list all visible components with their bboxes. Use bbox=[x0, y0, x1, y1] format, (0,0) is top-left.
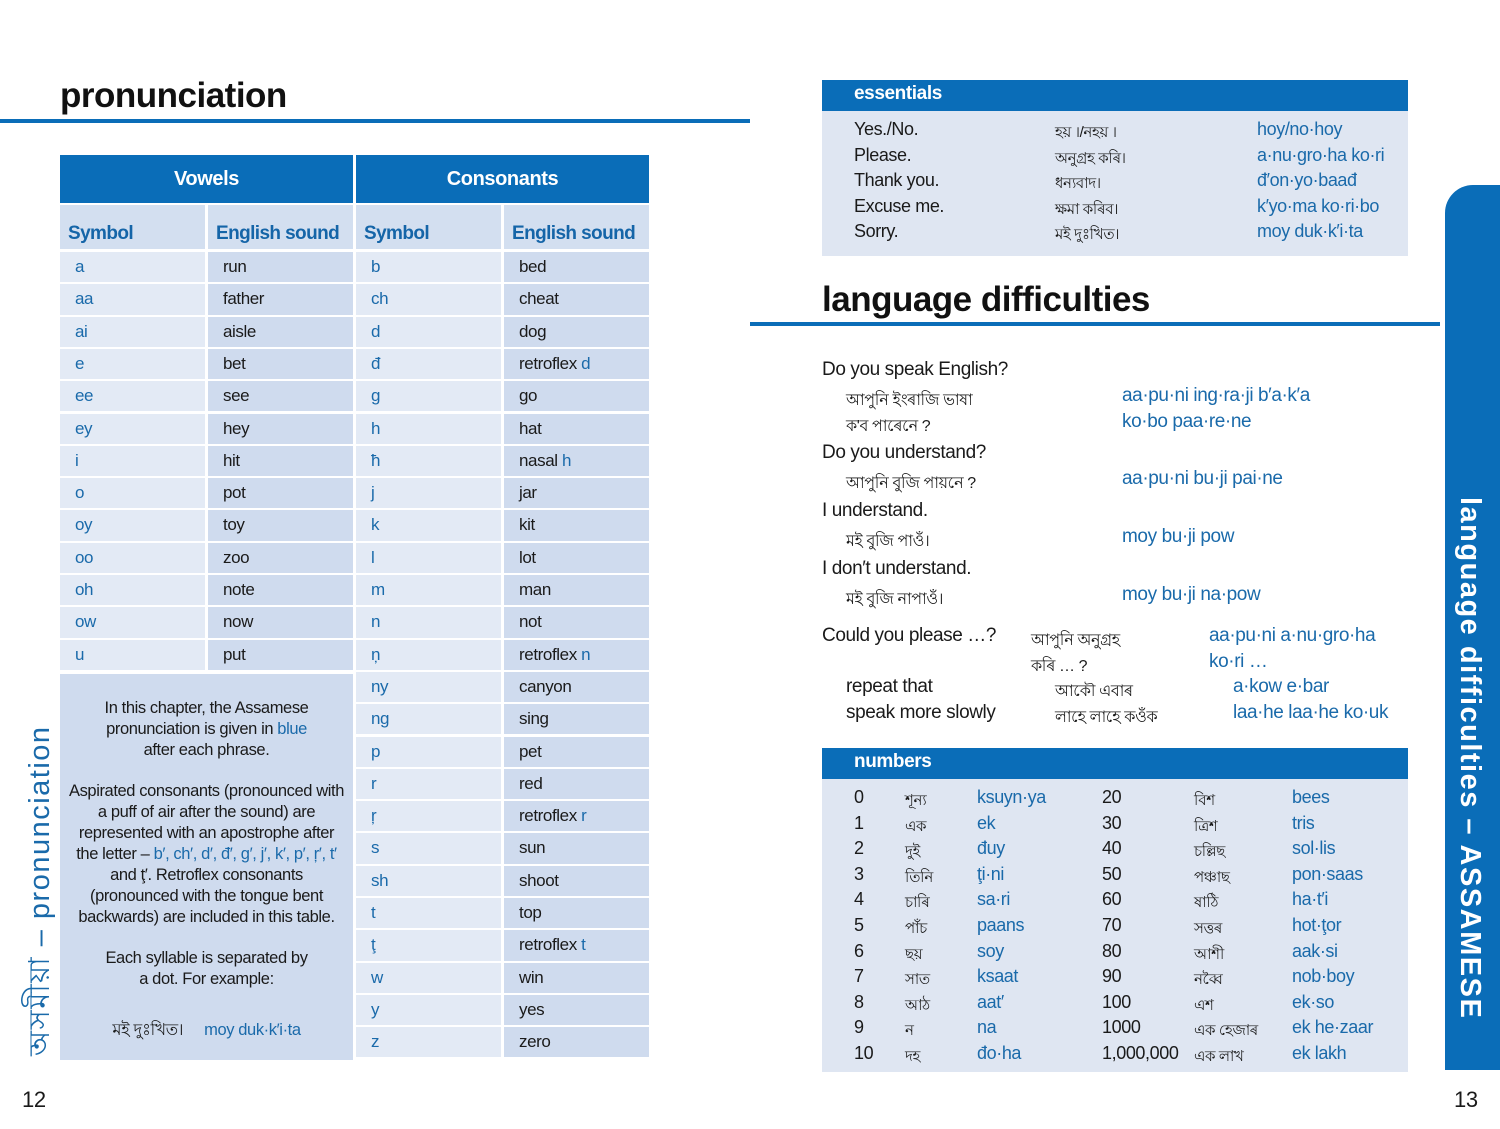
consonant-symbol: d bbox=[356, 317, 501, 347]
number: 50 bbox=[1102, 863, 1122, 884]
consonant-symbol: ng bbox=[356, 704, 501, 734]
vowel-symbol: ow bbox=[60, 607, 205, 637]
sound-text: dog bbox=[519, 321, 547, 341]
page-number-left: 12 bbox=[22, 1087, 46, 1112]
phrase-english: I don′t understand. bbox=[822, 558, 972, 579]
example-assamese: মই দুঃখিত। bbox=[112, 1021, 184, 1039]
consonant-sound bbox=[504, 995, 649, 1025]
number-pronunciation: hot·ţor bbox=[1292, 915, 1342, 935]
side-tab-label: language difficulties – ASSAMESE bbox=[1454, 497, 1486, 1020]
consonant-symbol: ņ bbox=[356, 640, 501, 670]
phrase-assamese: মই দুঃখিত। bbox=[1055, 226, 1120, 243]
phrase-pronunciation: a·nu·gro·ha ko·ri bbox=[1257, 144, 1385, 165]
phrase-assamese: ক'ব পাৰেনে ? bbox=[846, 418, 931, 435]
consonant-sound bbox=[504, 284, 649, 314]
number: 20 bbox=[1102, 787, 1122, 807]
consonant-sound bbox=[504, 317, 649, 347]
sound-text: go bbox=[519, 386, 538, 406]
consonant-sound bbox=[504, 1027, 649, 1057]
number-assamese: ন bbox=[905, 1022, 914, 1040]
consonant-symbol: đ bbox=[356, 349, 501, 379]
sound-text: not bbox=[519, 612, 542, 632]
number-pronunciation: ek lakh bbox=[1292, 1043, 1347, 1063]
number-assamese: নব্বৈ bbox=[1194, 971, 1223, 989]
phrase-pronunciation: ko·bo paa·re·ne bbox=[1122, 411, 1252, 432]
phrase-english: speak more slowly bbox=[846, 702, 996, 723]
number-assamese: ত্ৰিশ bbox=[1194, 817, 1218, 835]
vowel-sound: father bbox=[208, 284, 353, 314]
vowel-symbol: oo bbox=[60, 543, 205, 573]
consonant-sound bbox=[504, 672, 649, 702]
sound-highlight: d bbox=[581, 353, 591, 373]
consonant-sound bbox=[504, 704, 649, 734]
consonant-symbol: l bbox=[356, 543, 501, 573]
number-pronunciation: ksuyn·ya bbox=[977, 787, 1046, 807]
number-pronunciation: sol·lis bbox=[1292, 838, 1336, 859]
number-assamese: আঠ bbox=[905, 996, 930, 1014]
sound-text: yes bbox=[519, 999, 545, 1019]
consonant-sound bbox=[504, 252, 649, 282]
number: 9 bbox=[854, 1017, 864, 1038]
vowel-sound: run bbox=[208, 252, 353, 282]
sound-text: retroflex bbox=[519, 806, 582, 826]
number-pronunciation: ek he·zaar bbox=[1292, 1017, 1374, 1038]
number-pronunciation: pon·saas bbox=[1292, 863, 1363, 884]
number-assamese: ছয় bbox=[905, 945, 923, 963]
consonant-sound bbox=[504, 478, 649, 508]
number-pronunciation: đo·ha bbox=[977, 1043, 1022, 1063]
number: 0 bbox=[854, 787, 864, 807]
vowel-symbol-header: Symbol bbox=[60, 205, 205, 249]
number: 10 bbox=[854, 1043, 874, 1063]
number-pronunciation: ţi·ni bbox=[977, 863, 1005, 884]
phrase-assamese: ক্ষমা কৰিব। bbox=[1055, 200, 1119, 218]
phrase-pronunciation: laa·he laa·he ko·uk bbox=[1233, 702, 1389, 723]
vowel-sound: now bbox=[208, 607, 353, 637]
phrase-pronunciation: moy bu·ji na·pow bbox=[1122, 584, 1261, 605]
title-rule bbox=[0, 119, 750, 123]
consonant-symbol: sh bbox=[356, 866, 501, 896]
vowel-sound: put bbox=[208, 640, 353, 670]
vowel-sound: aisle bbox=[208, 317, 353, 347]
phrase-english: Yes./No. bbox=[854, 119, 919, 139]
phrase-assamese: ধন্যবাদ। bbox=[1055, 175, 1101, 192]
pronunciation-table bbox=[60, 155, 649, 1060]
sound-text: bed bbox=[519, 257, 547, 276]
number: 6 bbox=[854, 940, 864, 961]
number-assamese: সত্তৰ bbox=[1194, 920, 1222, 937]
consonant-symbol: y bbox=[356, 995, 501, 1025]
phrase-pronunciation: aa·pu·ni bu·ji pai·ne bbox=[1122, 468, 1283, 489]
example-pronunciation: moy duk·k′i·ta bbox=[204, 1021, 301, 1039]
note-paragraph bbox=[60, 698, 353, 761]
vowel-symbol: i bbox=[60, 446, 205, 476]
number-assamese: আশী bbox=[1194, 945, 1224, 963]
sound-highlight: t bbox=[581, 935, 586, 955]
note-aspirated-list: b′, ch′, d′, đ′, g′, j′, k′, p′, ŗ′, t′ bbox=[153, 845, 337, 863]
number-assamese: এক হেজাৰ bbox=[1194, 1022, 1258, 1040]
phrase-assamese: হয় ।/নহয় । bbox=[1055, 124, 1117, 141]
number: 80 bbox=[1102, 940, 1122, 961]
phrase-english: Excuse me. bbox=[854, 195, 945, 216]
sound-text: retroflex bbox=[519, 353, 582, 373]
section-rule bbox=[750, 322, 1440, 326]
number: 90 bbox=[1102, 966, 1122, 987]
sound-text: sun bbox=[519, 838, 546, 858]
page-number-right: 13 bbox=[1454, 1087, 1478, 1112]
vowel-symbol: ee bbox=[60, 381, 205, 411]
consonant-sound bbox=[504, 737, 649, 767]
phrase-assamese: আপুনি বুজি পায়নে ? bbox=[846, 475, 976, 492]
consonant-sound bbox=[504, 543, 649, 573]
consonant-sound bbox=[504, 640, 649, 670]
pronunciation-note bbox=[60, 674, 353, 1060]
essentials-header: essentials bbox=[822, 80, 1408, 111]
phrase-pronunciation: k′yo·ma ko·ri·bo bbox=[1257, 195, 1379, 216]
sound-text: win bbox=[519, 967, 544, 987]
note-paragraph bbox=[60, 781, 353, 928]
sound-text: retroflex bbox=[519, 644, 582, 664]
vowel-symbol: u bbox=[60, 640, 205, 670]
consonant-symbol: r bbox=[356, 769, 501, 799]
consonant-symbol: b bbox=[356, 252, 501, 282]
phrase-english: repeat that bbox=[846, 676, 933, 697]
number-assamese: চল্লিছ bbox=[1194, 843, 1225, 861]
number: 60 bbox=[1102, 889, 1122, 910]
consonant-sound bbox=[504, 575, 649, 605]
vowel-symbol: ey bbox=[60, 414, 205, 444]
vowel-sound: toy bbox=[208, 510, 353, 540]
sound-text: red bbox=[519, 773, 543, 793]
number: 5 bbox=[854, 915, 864, 935]
side-label-text: pronunciation bbox=[24, 725, 56, 920]
phrase-pronunciation: moy bu·ji pow bbox=[1122, 526, 1235, 547]
sound-text: jar bbox=[519, 483, 537, 503]
sound-highlight: n bbox=[581, 644, 591, 664]
number-assamese: তিনি bbox=[905, 868, 933, 886]
number: 8 bbox=[854, 991, 864, 1012]
number-assamese: দহ bbox=[905, 1048, 920, 1065]
number-assamese: এক লাখ bbox=[1194, 1048, 1244, 1065]
sound-text: hat bbox=[519, 418, 542, 438]
vowel-symbol: oh bbox=[60, 575, 205, 605]
consonant-sound bbox=[504, 866, 649, 896]
phrase-assamese: কৰি … ? bbox=[1031, 658, 1088, 675]
phrase-pronunciation: hoy/no·hoy bbox=[1257, 119, 1343, 139]
number: 100 bbox=[1102, 991, 1131, 1012]
consonant-symbol: g bbox=[356, 381, 501, 411]
sound-text: top bbox=[519, 903, 542, 922]
vowel-symbol: e bbox=[60, 349, 205, 379]
note-paragraph: Each syllable is separated by a dot. For example: bbox=[105, 949, 308, 988]
consonant-symbol: ţ bbox=[356, 930, 501, 960]
number-assamese: দুই bbox=[905, 843, 920, 861]
sound-text: man bbox=[519, 580, 551, 599]
consonant-sound bbox=[504, 963, 649, 993]
number-pronunciation: aat′ bbox=[977, 991, 1004, 1012]
consonant-sound bbox=[504, 381, 649, 411]
number-pronunciation: aak·si bbox=[1292, 940, 1338, 961]
phrase-assamese: আপুনি অনুগ্ৰহ bbox=[1031, 632, 1120, 649]
number-assamese: এক bbox=[905, 817, 927, 835]
number-pronunciation: ksaat bbox=[977, 966, 1019, 987]
sound-text: sing bbox=[519, 709, 549, 729]
number: 40 bbox=[1102, 838, 1122, 859]
sound-text: retroflex bbox=[519, 935, 582, 955]
number-pronunciation: đuy bbox=[977, 838, 1005, 859]
consonant-sound bbox=[504, 801, 649, 831]
consonant-sound bbox=[504, 607, 649, 637]
phrase-pronunciation: ko·ri … bbox=[1209, 651, 1268, 672]
number: 4 bbox=[854, 889, 864, 910]
consonant-sound bbox=[504, 446, 649, 476]
number-assamese: সাত bbox=[905, 971, 930, 989]
phrase-assamese: অনুগ্ৰহ কৰি। bbox=[1055, 149, 1126, 167]
consonant-symbol: h bbox=[356, 414, 501, 444]
consonant-symbol: n bbox=[356, 607, 501, 637]
vowel-sound: bet bbox=[208, 349, 353, 379]
number: 2 bbox=[854, 838, 864, 859]
vowel-sound: pot bbox=[208, 478, 353, 508]
sound-text: lot bbox=[519, 547, 536, 567]
phrase-assamese: মই বুজি নাপাওঁ। bbox=[846, 591, 944, 608]
consonant-symbol: ŗ bbox=[356, 801, 501, 831]
number: 1000 bbox=[1102, 1017, 1141, 1038]
number-assamese: পাঁচ bbox=[905, 920, 927, 937]
consonant-sound bbox=[504, 510, 649, 540]
note-text: and ţ′. Retroflex consonants (pronounced with the tongue bent backwards) are included in this table. bbox=[78, 866, 335, 926]
sound-text: shoot bbox=[519, 870, 559, 890]
note-blue-text: blue bbox=[277, 720, 307, 738]
sound-text: nasal bbox=[519, 450, 562, 470]
consonant-symbol: t bbox=[356, 898, 501, 928]
number: 30 bbox=[1102, 812, 1122, 833]
number-pronunciation: paans bbox=[977, 915, 1025, 935]
phrase-pronunciation: moy duk·k′i·ta bbox=[1257, 221, 1363, 241]
phrase-pronunciation: aa·pu·ni ing·ra·ji b′a·k′a bbox=[1122, 385, 1310, 406]
sound-text: pet bbox=[519, 741, 542, 761]
phrase-pronunciation: a·kow e·bar bbox=[1233, 676, 1329, 697]
number: 1 bbox=[854, 812, 864, 833]
note-text: after each phrase. bbox=[143, 741, 270, 759]
note-text: Aspirated consonants (pronounced with a puff of air after the sound) are represented with an apostrophe after the letter – bbox=[68, 782, 345, 863]
phrase-pronunciation: đ′on·yo·baađ bbox=[1257, 170, 1357, 190]
sound-text: canyon bbox=[519, 676, 572, 696]
consonant-sound bbox=[504, 414, 649, 444]
number-pronunciation: soy bbox=[977, 940, 1004, 961]
number-assamese: পঞ্চাছ bbox=[1194, 868, 1230, 886]
phrase-assamese: আপুনি ইংৰাজি ভাষা bbox=[846, 392, 973, 409]
consonant-sound bbox=[504, 898, 649, 928]
number-pronunciation: bees bbox=[1292, 787, 1330, 807]
numbers-panel bbox=[822, 779, 1408, 1072]
consonant-sound bbox=[504, 930, 649, 960]
side-label-assamese: অসমীয়া bbox=[24, 955, 56, 1056]
number-pronunciation: ha·t′i bbox=[1292, 889, 1328, 910]
phrase-english: Sorry. bbox=[854, 221, 899, 241]
side-label-pronunciation bbox=[17, 725, 66, 1056]
vowel-symbol: oy bbox=[60, 510, 205, 540]
vowel-sound: see bbox=[208, 381, 353, 411]
phrase-english: Do you speak English? bbox=[822, 359, 1008, 380]
sound-highlight: r bbox=[581, 806, 587, 826]
vowel-symbol: a bbox=[60, 252, 205, 282]
vowel-symbol: ai bbox=[60, 317, 205, 347]
consonant-symbol: ny bbox=[356, 672, 501, 702]
page-title-pronunciation: pronunciation bbox=[60, 76, 287, 115]
number: 7 bbox=[854, 966, 864, 987]
sound-highlight: h bbox=[561, 450, 572, 470]
note-example bbox=[60, 1020, 353, 1041]
consonant-symbol: m bbox=[356, 575, 501, 605]
consonant-sound bbox=[504, 349, 649, 379]
number-pronunciation: ek bbox=[977, 812, 996, 833]
number-pronunciation: sa·ri bbox=[977, 889, 1010, 910]
vowels-header: Vowels bbox=[60, 155, 353, 203]
section-title-language-difficulties: language difficulties bbox=[822, 280, 1150, 319]
phrase-english: Please. bbox=[854, 144, 912, 165]
number-pronunciation: nob·boy bbox=[1292, 966, 1355, 987]
number: 70 bbox=[1102, 915, 1122, 935]
number-assamese: বিশ bbox=[1194, 792, 1215, 809]
consonants-header: Consonants bbox=[356, 155, 649, 203]
vowel-symbol: o bbox=[60, 478, 205, 508]
consonant-symbol: z bbox=[356, 1027, 501, 1057]
consonant-symbol: w bbox=[356, 963, 501, 993]
consonant-sound bbox=[504, 769, 649, 799]
phrase-assamese: মই বুজি পাওঁ। bbox=[846, 533, 930, 550]
consonant-symbol: ħ bbox=[356, 446, 501, 476]
consonant-symbol-header: Symbol bbox=[356, 205, 501, 249]
vowel-sound-header: English sound bbox=[208, 205, 353, 249]
phrase-assamese: আকৌ এবাৰ bbox=[1055, 683, 1133, 700]
consonant-sound bbox=[504, 833, 649, 863]
vowel-sound: hey bbox=[208, 414, 353, 444]
vowel-symbol: aa bbox=[60, 284, 205, 314]
vowel-sound: hit bbox=[208, 446, 353, 476]
consonant-symbol: k bbox=[356, 510, 501, 540]
sound-text: zero bbox=[519, 1032, 551, 1052]
number-assamese: এশ bbox=[1194, 996, 1214, 1014]
number: 3 bbox=[854, 863, 864, 884]
phrase-pronunciation: aa·pu·ni a·nu·gro·ha bbox=[1209, 625, 1376, 646]
consonant-symbol: ch bbox=[356, 284, 501, 314]
consonant-symbol: j bbox=[356, 478, 501, 508]
number-assamese: ষাঠি bbox=[1194, 894, 1219, 912]
sound-text: kit bbox=[519, 515, 535, 535]
consonant-symbol: s bbox=[356, 833, 501, 863]
phrase-english: I understand. bbox=[822, 500, 928, 521]
number-assamese: শূন্য bbox=[905, 792, 927, 809]
numbers-header: numbers bbox=[822, 748, 1408, 779]
consonant-symbol: p bbox=[356, 737, 501, 767]
essentials-panel bbox=[822, 111, 1408, 256]
phrase-english: Thank you. bbox=[854, 170, 940, 190]
consonant-sound-header: English sound bbox=[504, 205, 649, 249]
vowel-sound: zoo bbox=[208, 543, 353, 573]
number-assamese: চাৰি bbox=[905, 894, 930, 912]
number-pronunciation: ek·so bbox=[1292, 991, 1335, 1012]
number-pronunciation: tris bbox=[1292, 812, 1315, 833]
side-label-sep: – bbox=[24, 919, 56, 956]
number: 1,000,000 bbox=[1102, 1043, 1179, 1063]
phrase-assamese: লাহে লাহে কওঁক bbox=[1055, 709, 1158, 726]
vowel-sound: note bbox=[208, 575, 353, 605]
sound-text: cheat bbox=[519, 289, 559, 309]
phrase-english: Could you please …? bbox=[822, 625, 997, 646]
phrase-english: Do you understand? bbox=[822, 442, 986, 463]
note-text: In this chapter, the Assamese pronunciation is given in bbox=[104, 699, 309, 738]
number-pronunciation: na bbox=[977, 1017, 997, 1038]
